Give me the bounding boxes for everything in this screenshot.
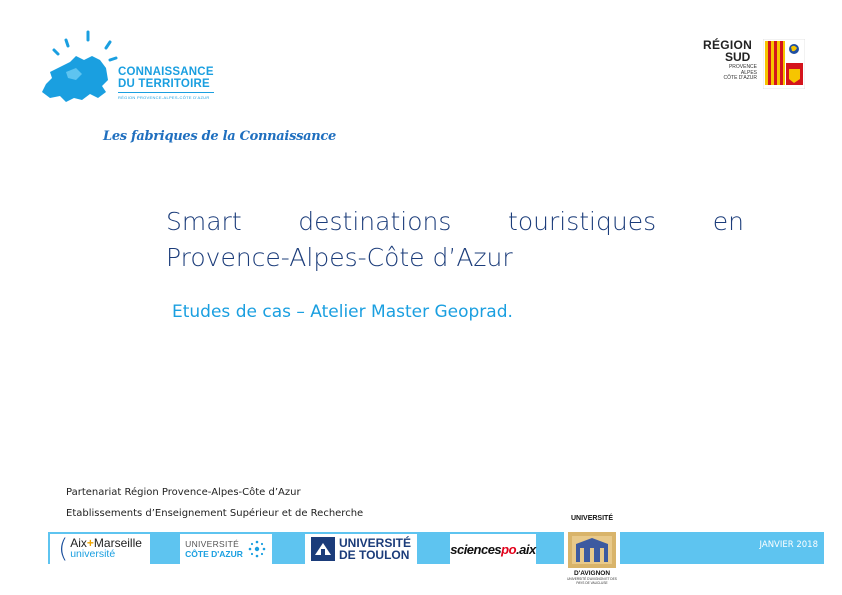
avignon-title: D'AVIGNON bbox=[573, 570, 611, 577]
cote-dazur-logo: UNIVERSITÉ CÔTE D'AZUR bbox=[180, 534, 272, 564]
page-title bbox=[166, 204, 744, 276]
brand-name-line2: DU TERRITOIRE bbox=[118, 78, 210, 90]
aix-marseille-logo: ( Aix+Marseille université bbox=[50, 534, 150, 564]
footer-band bbox=[48, 532, 824, 564]
footer-date: JANVIER 2018 bbox=[759, 540, 818, 550]
region-flag-icon bbox=[763, 39, 805, 89]
uca-dots-icon bbox=[247, 539, 267, 559]
region-logo-subtext: PROVENCE ALPES CÔTE D'AZUR bbox=[723, 64, 757, 82]
region-map-icon bbox=[36, 28, 126, 124]
region-logo-line1: RÉGION bbox=[703, 38, 753, 52]
connaissance-territoire-logo bbox=[36, 28, 236, 124]
brand-divider bbox=[118, 92, 214, 93]
toulon-emblem-icon bbox=[311, 537, 335, 561]
avignon-header: UNIVERSITÉ bbox=[570, 515, 613, 522]
brand-subtitle: RÉGION PROVENCE-ALPES-CÔTE D'AZUR bbox=[118, 95, 210, 100]
partners-line1: Partenariat Région Provence-Alpes-Côte d’Azur bbox=[66, 487, 301, 498]
universite-avignon-logo bbox=[564, 514, 620, 584]
universite-toulon-logo: UNIVERSITÉ DE TOULON bbox=[305, 534, 417, 564]
title-line1: Smart destinations touristiques en bbox=[166, 207, 744, 236]
avignon-subtitle: UNIVERSITÉ D'AVIGNON ET DES PAYS DE VAUCLUSE bbox=[567, 577, 617, 585]
partners-line2: Etablissements d’Enseignement Supérieur et de Recherche bbox=[66, 508, 364, 519]
page-subtitle: Etudes de cas – Atelier Master Geoprad. bbox=[172, 302, 513, 322]
region-sud-logo bbox=[697, 35, 807, 95]
brand-name-line1: CONNAISSANCE bbox=[118, 66, 214, 78]
brand-name bbox=[118, 66, 214, 90]
amu-bracket-icon: ( bbox=[58, 534, 69, 564]
brand-tagline: Les fabriques de la Connaissance bbox=[103, 129, 336, 144]
region-logo-line2: SUD bbox=[725, 50, 751, 64]
avignon-building-icon bbox=[568, 532, 616, 568]
title-line2: Provence-Alpes-Côte d’Azur bbox=[166, 243, 513, 272]
sciences-po-aix-logo: sciencespo.aix bbox=[450, 534, 536, 564]
